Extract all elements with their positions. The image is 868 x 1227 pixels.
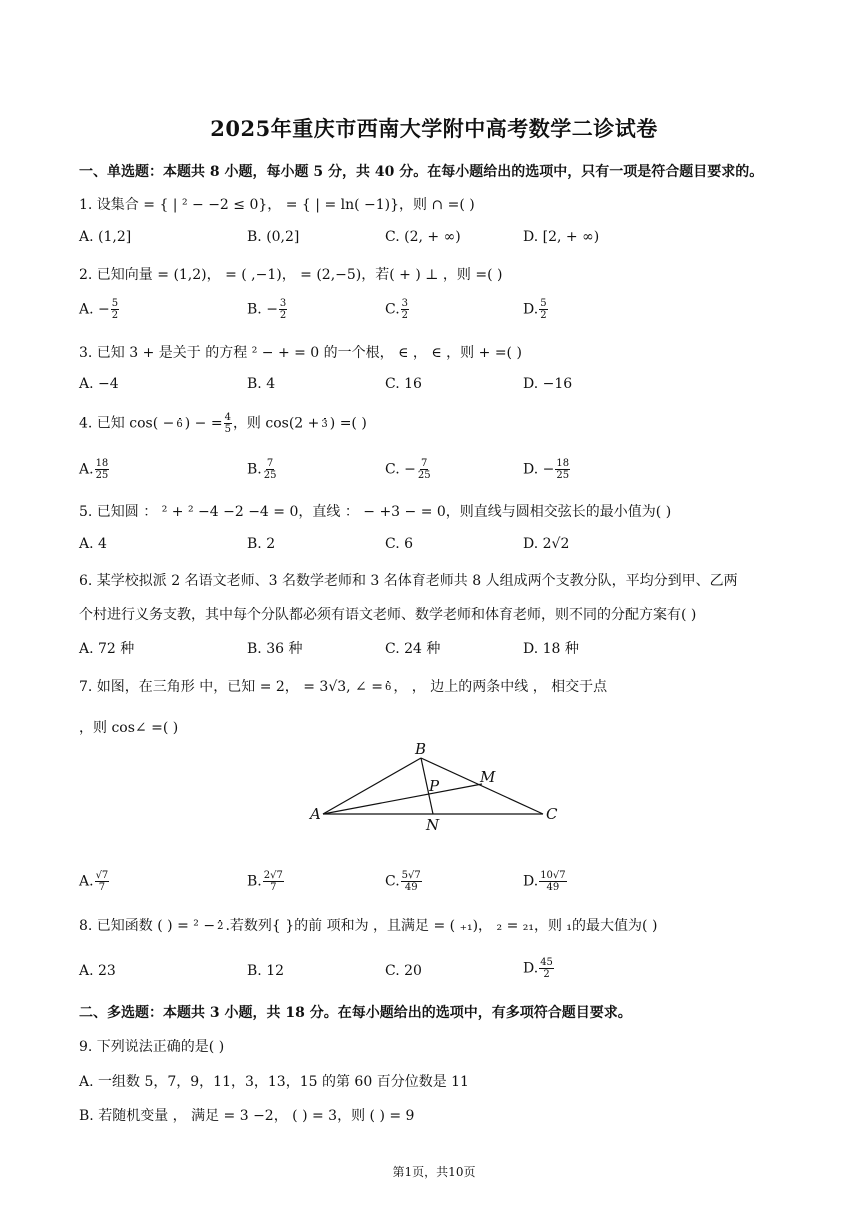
option-label: C. −	[385, 461, 416, 478]
fraction	[539, 870, 566, 893]
fraction-denominator: 25	[556, 470, 570, 481]
option-label: A. −	[79, 301, 110, 318]
page-title: 2025年重庆市西南大学附中高考数学二诊试卷	[210, 116, 658, 141]
question-2-option-b	[247, 298, 288, 321]
fraction-numerator: 18	[95, 458, 109, 469]
question-7-option-d	[523, 870, 568, 893]
option-label: A.	[79, 873, 94, 890]
label-m: M	[480, 768, 496, 786]
question-3-option-d: D. −16	[523, 376, 573, 392]
stem-text: ，则 cos(2 +	[232, 415, 320, 432]
question-6-option-b: B. 36 种	[247, 641, 303, 657]
question-4-option-a	[79, 458, 110, 481]
fraction-denominator: 2	[217, 921, 224, 932]
question-7-option-a	[79, 870, 110, 893]
fraction-numerator: 10√7	[540, 870, 566, 881]
fraction-numerator: 3	[279, 298, 287, 309]
section-single-choice-header: 一、单选题：本题共 8 小题，每小题 5 分，共 40 分。在每小题给出的选项中，只有一项是符合题目要求的。	[79, 164, 764, 180]
fraction-denominator: 2	[540, 310, 547, 321]
fraction-denominator: 25	[263, 470, 277, 481]
question-1-option-c: C. (2, + ∞)	[385, 229, 461, 245]
question-8-option-a: A. 23	[79, 963, 116, 979]
fraction-numerator: 45	[540, 957, 553, 968]
fraction-denominator: 2	[543, 969, 550, 980]
question-4-option-d	[523, 458, 571, 481]
stem-text: ) − =	[184, 415, 223, 432]
fraction-denominator: 6	[384, 682, 392, 693]
stem-text: 4. 已知 cos( −	[79, 415, 175, 432]
question-8-option-b: B. 12	[247, 963, 285, 979]
question-5-option-d: D. 2√2	[523, 536, 570, 552]
question-4-option-c	[385, 458, 433, 481]
fraction-numerator: 7	[421, 458, 428, 469]
question-1-option-a: A. (1,2]	[79, 229, 132, 245]
fraction	[95, 458, 110, 481]
stem-text: 8. 已知函数 ( ) = ² −	[79, 918, 216, 934]
fraction-numerator: 5	[111, 298, 119, 309]
triangle-figure	[305, 738, 575, 838]
fraction-denominator: 25	[95, 470, 109, 481]
question-5-option-a: A. 4	[79, 536, 107, 552]
section-multi-choice-header: 二、多选题：本题共 3 小题，共 18 分。在每小题给出的选项中，有多项符合题目要求。	[79, 1005, 632, 1021]
question-9-option-a: A. 一组数 5，7，9，11，3，13，15 的第 60 百分位数是 11	[79, 1074, 469, 1090]
question-9-option-b: B. 若随机变量 ， 满足 = 3 −2， ( ) = 3，则 ( ) = 9	[79, 1108, 415, 1124]
option-label: D.	[523, 960, 539, 977]
fraction-numerator: 4	[224, 412, 231, 423]
fraction-numerator: 18	[556, 458, 570, 469]
question-6-option-c: C. 24 种	[385, 641, 441, 657]
fraction-denominator: 2	[279, 310, 287, 321]
question-2-option-c	[385, 298, 410, 321]
question-6-option-d: D. 18 种	[523, 641, 579, 657]
fraction-numerator: 7	[266, 458, 274, 469]
label-p: P	[429, 777, 440, 795]
question-3-option-a: A. −4	[79, 376, 119, 392]
option-label: D.	[523, 873, 539, 890]
stem-text: ， ， 边上的两条中线 ， 相交于点	[393, 679, 608, 695]
fraction	[401, 870, 422, 893]
question-4-option-b	[247, 458, 278, 481]
question-9-stem: 9. 下列说法正确的是( )	[79, 1039, 225, 1055]
stem-text: 7. 如图，在三角形 中，已知 = 2， = 3√3, ∠ =	[79, 679, 383, 695]
page-footer: 第1页，共10页	[392, 1165, 476, 1179]
option-label: B. −	[247, 301, 278, 318]
question-2-stem: 2. 已知向量 = (1,2)， = ( ,−1)， = (2,−5)，若( + ) ⊥ ，则 =( )	[79, 267, 503, 283]
segment-bc	[421, 758, 543, 814]
median-am	[323, 784, 482, 814]
fraction	[384, 681, 392, 693]
question-3-option-b: B. 4	[247, 376, 276, 392]
fraction-denominator: 6	[176, 418, 183, 430]
label-a: A	[310, 805, 321, 823]
option-label: B.	[247, 873, 262, 890]
fraction	[320, 418, 328, 430]
fraction-denominator: 2	[111, 310, 119, 321]
question-5-option-c: C. 6	[385, 536, 414, 552]
fraction	[539, 957, 554, 980]
fraction-denominator: 5	[224, 424, 231, 435]
question-6-stem-line-2: 个村进行义务支教，其中每个分队都必须有语文老师、数学老师和体育老师，则不同的分配方案有( )	[79, 607, 697, 623]
label-b: B	[415, 740, 427, 758]
fraction-numerator: 5	[540, 298, 547, 309]
segment-ab	[323, 758, 421, 814]
question-8-option-d	[523, 957, 555, 980]
option-label: A.	[79, 461, 94, 478]
fraction-numerator: 5√7	[401, 870, 421, 881]
question-7-stem-line-2: ，则 cos∠ =( )	[79, 720, 179, 736]
question-2-option-d	[523, 298, 549, 321]
question-1-option-b: B. (0,2]	[247, 229, 300, 245]
question-3-stem: 3. 已知 3 + 是关于 的方程 ² − + = 0 的一个根， ∈ ， ∈ ，则 + =( )	[79, 345, 522, 361]
fraction-numerator: √7	[95, 870, 109, 881]
fraction-denominator: 49	[546, 882, 560, 893]
fraction	[539, 298, 547, 321]
fraction	[95, 870, 110, 893]
question-3-option-c: C. 16	[385, 376, 422, 392]
question-8-option-c: C. 20	[385, 963, 422, 979]
question-1-stem: 1. 设集合 = { | ² − −2 ≤ 0}， = { | = ln( −1)}，则 ∩ =( )	[79, 197, 475, 213]
option-label: D.	[523, 301, 539, 318]
fraction-denominator: 25	[417, 470, 431, 481]
question-5-option-b: B. 2	[247, 536, 276, 552]
fraction-numerator: 2√7	[263, 870, 283, 881]
fraction	[263, 458, 278, 481]
fraction	[111, 298, 119, 321]
fraction	[224, 412, 232, 435]
fraction-numerator: 3	[401, 298, 409, 309]
question-1-option-d: D. [2, + ∞)	[523, 229, 600, 245]
fraction-denominator: 7	[270, 882, 277, 893]
option-label: C.	[385, 301, 400, 318]
question-5-stem: 5. 已知圆 ： ² + ² −4 −2 −4 = 0，直线 ： − +3 − = 0，则直线与圆相交弦长的最小值为( )	[79, 504, 672, 520]
fraction	[175, 418, 183, 430]
label-n: N	[426, 816, 440, 834]
question-7-option-b	[247, 870, 285, 893]
fraction	[401, 298, 409, 321]
fraction-denominator: 49	[404, 882, 418, 893]
label-c: C	[546, 805, 558, 823]
fraction-denominator: 7	[98, 882, 106, 893]
option-label: D. −	[523, 461, 555, 478]
question-8-stem	[79, 915, 657, 935]
fraction-denominator: 2	[401, 310, 409, 321]
fraction	[216, 920, 224, 932]
question-7-option-c	[385, 870, 423, 893]
question-6-stem-line-1: 6. 某学校拟派 2 名语文老师、3 名数学老师和 3 名体育老师共 8 人组成两个支教分队，平均分到甲、乙两	[79, 573, 738, 589]
question-6-option-a: A. 72 种	[79, 641, 135, 657]
fraction	[263, 870, 284, 893]
fraction	[279, 298, 287, 321]
option-label: C.	[385, 873, 400, 890]
option-label: B.	[247, 461, 262, 478]
stem-text: .若数列{ }的前 项和为 ，且满足 = ( ₊₁)， ₂ = ₂₁，则 ₁的最大值为( )	[225, 918, 658, 934]
question-2-option-a	[79, 298, 120, 321]
fraction	[417, 458, 432, 481]
stem-text: ) =( )	[329, 415, 367, 432]
question-4-stem	[79, 412, 367, 435]
question-7-stem-line-1	[79, 676, 607, 696]
fraction	[555, 458, 570, 481]
fraction-denominator: 3	[321, 418, 328, 430]
